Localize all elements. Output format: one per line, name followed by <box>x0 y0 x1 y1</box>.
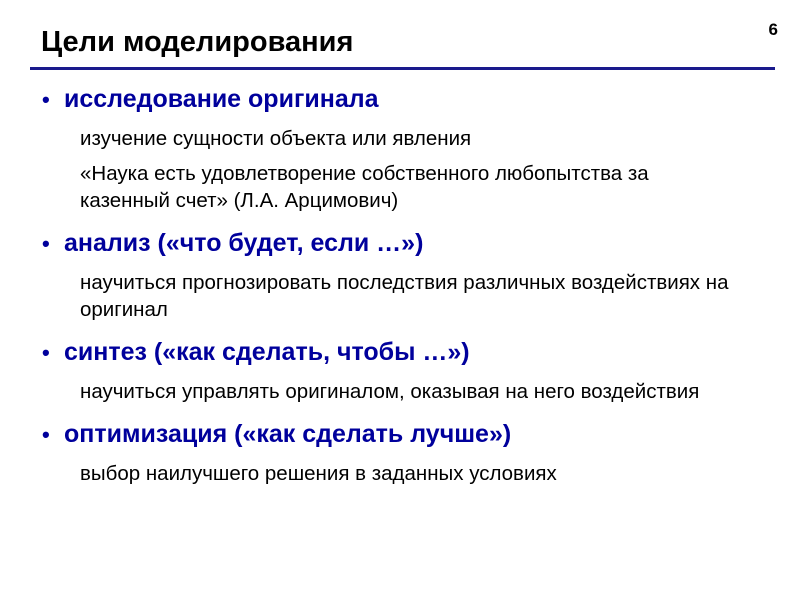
title-divider <box>30 67 775 70</box>
bullet-item-analysis <box>42 226 762 323</box>
bullet-list <box>42 82 762 487</box>
bullet-heading: синтез («как сделать, чтобы …») <box>64 338 470 366</box>
bullet-subtext: научиться управлять оригиналом, оказывая на него воздействия <box>80 380 700 403</box>
bullet-dot-icon: • <box>42 422 50 447</box>
bullet-item-optimization <box>42 417 762 487</box>
page-number: 6 <box>768 20 778 39</box>
bullet-subtext: выбор наилучшего решения в заданных условиях <box>80 462 557 485</box>
bullet-dot-icon: • <box>42 340 50 365</box>
bullet-heading: анализ («что будет, если …») <box>64 229 424 257</box>
bullet-item-synthesis <box>42 335 762 405</box>
bullet-heading: оптимизация («как сделать лучше») <box>64 420 512 448</box>
bullet-dot-icon: • <box>42 87 50 112</box>
bullet-item-research <box>42 82 762 214</box>
bullet-heading: исследование оригинала <box>64 85 379 113</box>
bullet-dot-icon: • <box>42 231 50 256</box>
bullet-heading-row <box>42 226 762 261</box>
slide-title: Цели моделирования <box>41 26 354 58</box>
bullet-subtext: научиться прогнозировать последствия различных воздействиях на оригинал <box>80 271 729 321</box>
bullet-quote: «Наука есть удовлетворение собственного любопытства за казенный счет» (Л.А. Арцимович) <box>80 162 649 212</box>
bullet-subtext: изучение сущности объекта или явления <box>80 127 472 150</box>
bullet-heading-row <box>42 335 762 370</box>
bullet-heading-row <box>42 417 762 452</box>
bullet-heading-row <box>42 82 762 117</box>
